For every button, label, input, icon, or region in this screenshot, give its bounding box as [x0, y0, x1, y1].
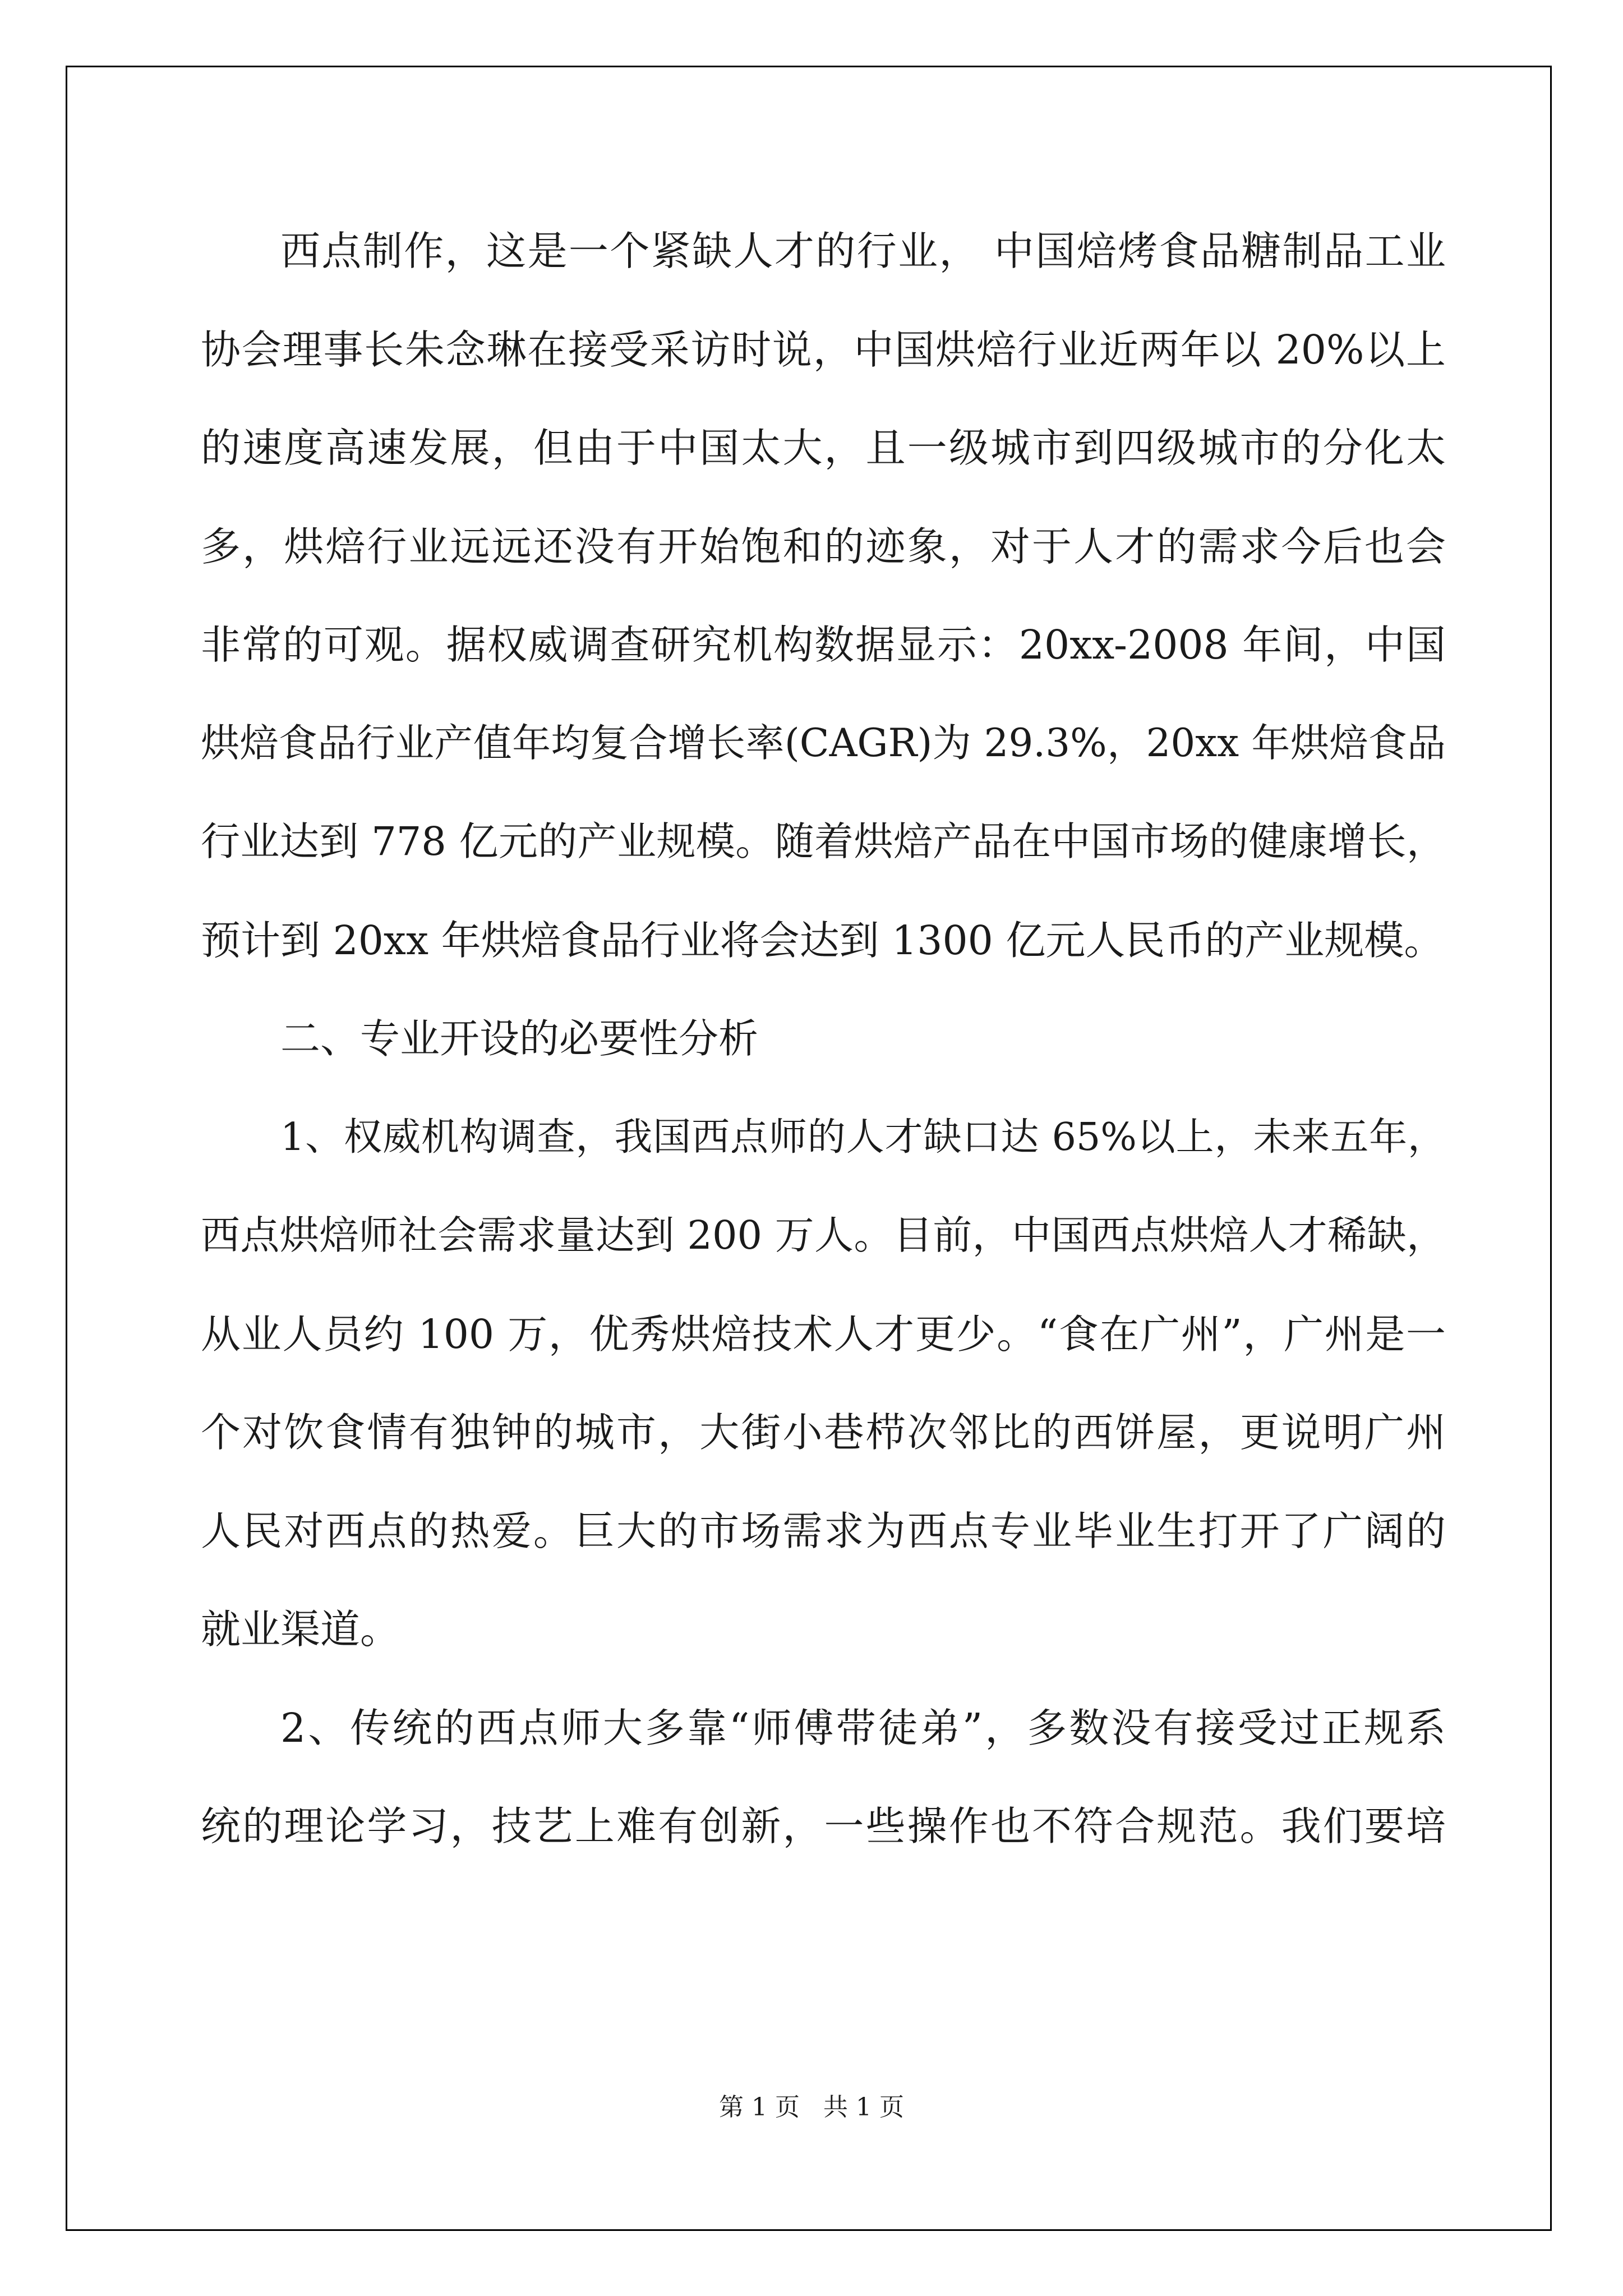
text-line: 预计到 20xx 年烘焙食品行业将会达到 1300 亿元人民币的产业规模。: [201, 917, 1444, 964]
text-line: 烘焙食品行业产值年均复合增长率(CAGR)为 29.3%，20xx 年烘焙食品: [201, 720, 1446, 766]
page-total: 共 1 页: [823, 2093, 904, 2122]
text-line: 行业达到 778 亿元的产业规模。随着烘焙产品在中国市场的健康增长，: [201, 818, 1446, 864]
text-line: 的速度高速发展，但由于中国太大，且一级城市到四级城市的分化太: [201, 425, 1446, 471]
text-line: 就业渠道。: [201, 1606, 400, 1653]
text-line: 协会理事长朱念琳在接受采访时说，中国烘焙行业近两年以 20%以上: [201, 326, 1446, 373]
text-line: 统的理论学习，技艺上难有创新，一些操作也不符合规范。我们要培: [201, 1803, 1446, 1849]
text-line: 个对饮食情有独钟的城市，大街小巷栉次邻比的西饼屋，更说明广州: [201, 1409, 1446, 1456]
text-line: 多，烘焙行业远远还没有开始饱和的迹象，对于人才的需求今后也会: [201, 523, 1446, 570]
text-line: 人民对西点的热爱。巨大的市场需求为西点专业毕业生打开了广阔的: [201, 1507, 1446, 1554]
document-body: [201, 202, 1446, 1876]
text-line: 非常的可观。据权威调查研究机构数据显示：20xx-2008 年间，中国: [201, 622, 1446, 668]
text-line: 西点烘焙师社会需求量达到 200 万人。目前，中国西点烘焙人才稀缺，: [201, 1212, 1446, 1258]
text-line: 1、权威机构调查，我国西点师的人才缺口达 65%以上，未来五年，: [280, 1115, 1446, 1159]
text-line: 从业人员约 100 万，优秀烘焙技术人才更少。“食在广州”，广州是一: [201, 1310, 1446, 1358]
text-line: 二、专业开设的必要性分析: [280, 1015, 759, 1062]
text-line: 2、传统的西点师大多靠“师傅带徒弟”，多数没有接受过正规系: [280, 1704, 1446, 1751]
page-number: 第 1 页: [719, 2093, 800, 2122]
page-footer: [0, 2087, 1623, 2123]
text-line: 西点制作，这是一个紧缺人才的行业， 中国焙烤食品糖制品工业: [280, 228, 1446, 274]
